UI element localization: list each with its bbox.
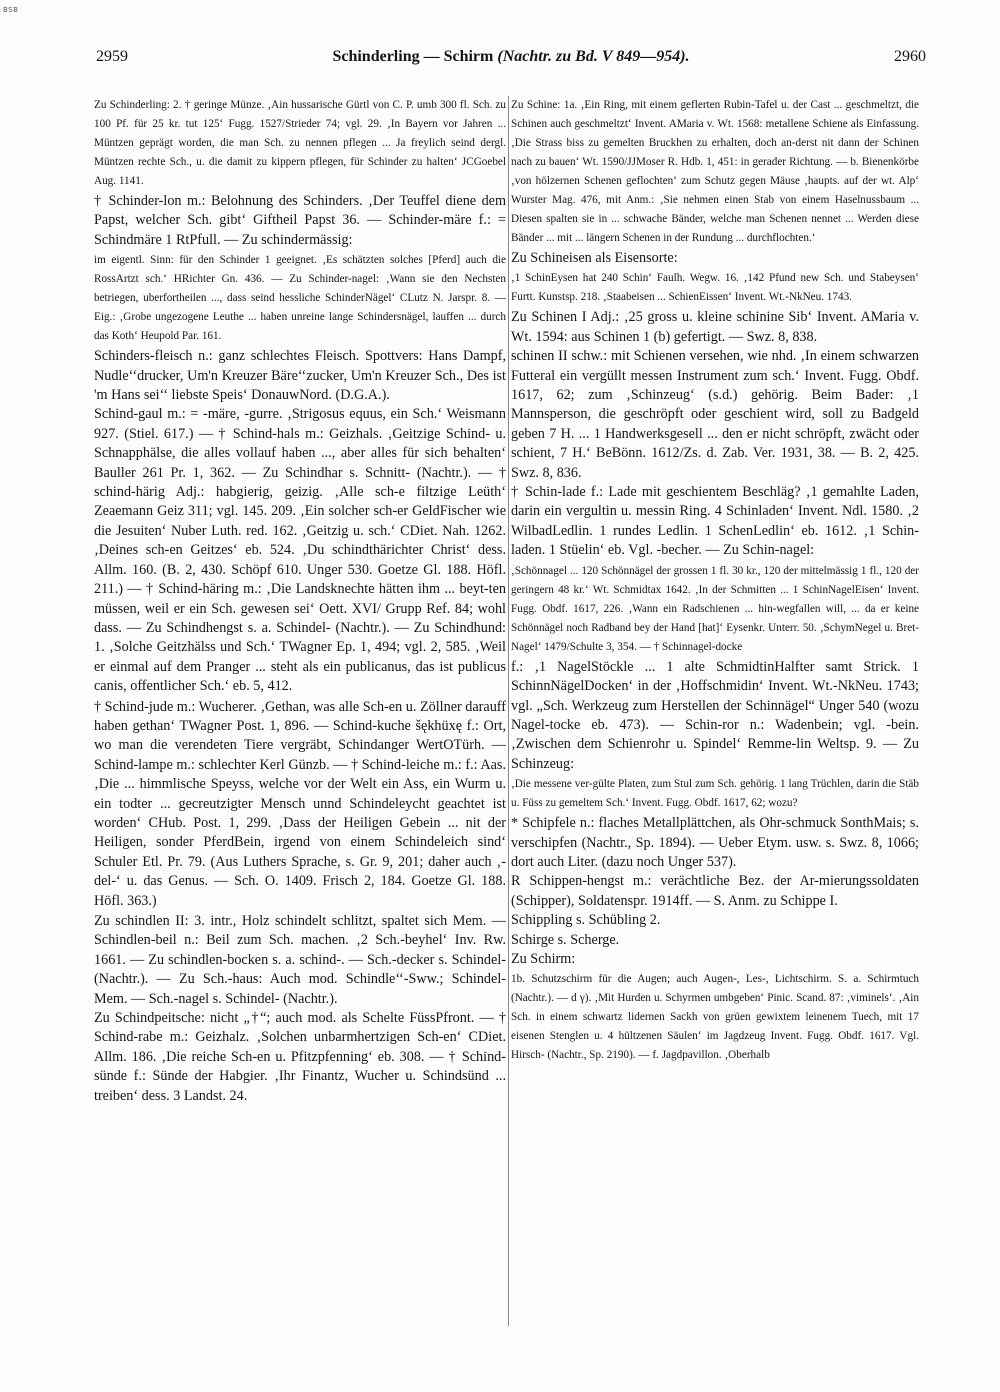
dictionary-entry — [511, 970, 919, 1065]
dictionary-entry — [94, 698, 506, 911]
page-number-right: 2960 — [894, 48, 926, 65]
entry-text: 1b. Schutzschirm für die Augen; auch Augen-, Les-, Lichtschirm. S. a. Schirmtuch (Nachtr.). — d γ). ‚Mit Hurden u. Schyrmen umbgeben‘ Pinic. Scand. 87: ‚viminels‘. ‚Ain Sch. in einem schwartz lidernen Sackh von grüen gewixtem leinenem Tuech, mit 17 eisenen Stenglen u. 4 hültzenen Säulen‘ im Jagdzeug Invent. Fugg. Obdf. 1617. Vgl. Hirsch- (Nachtr., Sp. 2190). — f. Jagdpavillon. ‚Oberhalb — [511, 973, 919, 1062]
entry-text: * Schipfele n.: flaches Metallplättchen, als Ohr-schmuck SonthMais; s. verschipfen (Nachtr., Sp. 1894). — Ueber Etym. usw. s. Swz. 8, 1066; dort auch Liter. (dazu noch Unger 537). R Schippen-hengst m.: verächtliche Bez. der Ar-mierungssoldaten (Schipper), Soldatenspr. 1914ff. — S. Anm. zu Schippe I. Schippling s. Schübling 2. Schirge s. Scherge. Zu Schirm: — [511, 815, 919, 967]
right-column — [511, 96, 919, 1326]
dictionary-entry — [511, 814, 919, 969]
entry-text: † Schinder-lon m.: Belohnung des Schinders. ‚Der Teuffel diene dem Papst, welcher Sch. gibt‘ Giftheil Papst 36. — Schinder-märe f.: = Schindmäre 1 RtPfull. — Zu schindermässig: — [94, 193, 506, 248]
dictionary-entry — [94, 912, 506, 1106]
entry-text: ‚Die messene ver-gülte Platen, zum Stul zum Sch. gehörig. 1 lang Trüchlen, darin die Stäb u. Füss zu gemeltem Sch.‘ Invent. Fugg. Obdf. 1617, 62; wozu? — [511, 778, 919, 810]
running-head-reference: (Nachtr. zu Bd. V 849—954). — [497, 48, 690, 65]
entry-text: Zu Schinen I Adj.: ‚25 gross u. kleine schinine Sib‘ Invent. AMaria v. Wt. 1594: aus Schinen 1 (b) gefertigt. — Swz. 8, 838. schinen II schw.: mit Schienen versehen, wie nhd. ‚In einem schwarzen Futteral ein vergüllt messen Instrument zum sch.‘ Invent. Fugg. Obdf. 1617, 62; zum ‚Schinzeug‘ (s.d.) gehörig. Beim Bader: ‚1 Mannsperson, die geschröpft oder geschient wird, soll zu Badgeld geben 7 H. ... 1 Handwerksgesell ... den er nicht schröpft, zwächt oder schient, 7 H.‘ BeBönn. 1612/Zs. d. Zab. Ver. 1931, 38. — B. 2, 425. Swz. 8, 836. † Schin-lade f.: Lade mit geschientem Beschläg? ‚1 gemahlte Laden, darin ein vergultin u. messin Ring. 4 Schinladen‘ Invent. Ndl. 1580. ‚2 WilbadLedlin. 1 rundes Ledlin. 1 SchenLedlin‘ eb. 1612. ‚1 Schin-laden. 1 Stüelin‘ eb. Vgl. -becher. — Zu Schin-nagel: — [511, 309, 919, 559]
entry-text: Zu Schineisen als Eisensorte: — [511, 250, 678, 266]
left-column — [94, 96, 506, 1326]
page-header — [96, 48, 926, 72]
dictionary-entry — [511, 775, 919, 813]
entry-text: Zu schindlen II: 3. intr., Holz schindelt schlitzt, spaltet sich Mem. — Schindlen-beil n.: Beil zum Sch. machen. ‚2 Sch.-beyhel‘ Inv. Rw. 1661. — Zu schindlen-bocken s. a. schind-. — Sch.-decker s. Schindel- (Nachtr.). — Zu Sch.-haus: Auch mod. Schindle‘‘-Sww.; Schindel- Mem. — Sch.-nagel s. Schindel- (Nachtr.). Zu Schindpeitsche: nicht „†“; auch mod. als Schelte FüssPfront. — † Schind-rabe m.: Geizhalz. ‚Solchen unbarmhertzigen Sch-en‘ CDiet. Allm. 186. ‚Die reiche Sch-en u. Pfitzpfenning‘ eb. 308. — † Schind-sünde f.: Sünde der Habgier. ‚Ihr Finantz, Wucher u. Schindsünd ... treiben‘ dess. 3 Landst. 24. — [94, 913, 506, 1104]
dictionary-entry — [511, 96, 919, 248]
entry-text: f.: ‚1 NagelStöckle ... 1 alte SchmidtinHalfter samt Strick. 1 SchinnNägelDocken‘ in der ‚Hoffschmidin‘ Invent. Wt.-NkNeu. 1743; vgl. „Sch. Werkzeug zum Herstellen der Schinnägel“ Unger 540 (wozu Nagel-tocke eb. 473). — Schin-ror n.: Wadenbein; vgl. -bein. ‚Zwischen dem Schienrohr u. Spindel‘ Remme-lin Weltsp. 9. — Zu Schinzeug: — [511, 658, 919, 772]
running-head — [96, 48, 926, 66]
dictionary-entry — [94, 96, 506, 191]
dictionary-entry — [511, 658, 919, 774]
entry-text: Schinders-fleisch n.: ganz schlechtes Fleisch. Spottvers: Hans Dampf, Nudle‘‘drucker, Um'n Kreuzer Bäre‘‘zucker, Um'n Kreuzer Sch., Des ist 'm Hans sei‘‘ liebste Speis‘ DonauwNord. (D.G.A.). Schind-gaul m.: = -märe, -gurre. ‚Strigosus equus, ein Sch.‘ Weismann 927. (Stiel. 617.) — † Schind-hals m.: Geizhals. ‚Geitzige Schind- u. Schnapphälse, die alles vollauf haben ..., aber alles für sich behalten‘ Bauller 261 Pr. 1, 362. — Zu Schindhar s. Schnitt- (Nachtr.). — † schind-härig Adj.: habgierig, geizig. ‚Alle sch-e filtzige Leüth‘ Zeaemann Geiz 311; vgl. 145. 209. ‚Ein solcher sch-er GeldFischer wie die Jesuiten‘ Nuber Luth. red. 162. ‚Geitzig u. sch.‘ CDiet. Nah. 1262. ‚Deines sch-en Geitzes‘ eb. 524. ‚Du schindthärichter Christ‘ dess. Allm. 160. (B. 2, 430. Schöpf 610. Unger 530. Goetze Gl. 188. Höfl. 211.) — † Schind-häring m.: ‚Die Landsknechte hätten ihm ... beyt-ten müssen, weil er ein Sch. gewesen sei‘ Oett. XVI/ Grupp Ref. 84; wohl dass. — Zu Schindhengst s. a. Schindel- (Nachtr.). — Zu Schindhund: 1. ‚Solche Geitzhälss und Sch.‘ TWagner Ep. 1, 494; vgl. 2, 585. ‚Weil er einmal auf dem Pranger ... steht als ein publicanus, das ist publicus canis, offentlicher Sch.‘ eb. 5, 412. — [94, 348, 506, 695]
dictionary-entry — [511, 269, 919, 307]
column-rule — [508, 96, 509, 1326]
dictionary-entry — [511, 562, 919, 657]
entry-text: im eigentl. Sinn: für den Schinder 1 geeignet. ‚Es schätzten solches [Pferd] auch die RossArtzt sch.‘ HRichter Gn. 436. — Zu Schinder-nagel: ‚Wann sie den Nechsten betriegen, uberfortheilen ..., dass seind hessliche SchinderNägel‘ CLutz N. Jarspr. 8. — Eig.: ‚Grobe ungezogene Leuthe ... haben unreine lange Schindersnägel, lauffen ... durch das Koth‘ Heupold Par. 161. — [94, 254, 506, 343]
dictionary-entry — [94, 192, 506, 250]
entry-text: Zu Schinderling: 2. † geringe Münze. ‚Ain hussarische Gürtl von C. P. umb 300 fl. Sch. zu 100 Pf. für 25 kr. tut 125‘ Fugg. 1527/Strieder 74; vgl. 29. ‚In Bayern vor Jahren ... Müntzen geprägt worden, die man Sch. zu nennen pflegen ... Ja freylich seind dergl. Müntzen rechte Sch., u. die damit zu kippern pflegen, für Schinder zu halten‘ JCGoebel Aug. 1141. — [94, 99, 506, 187]
dictionary-entry — [511, 308, 919, 560]
entry-text: † Schind-jude m.: Wucherer. ‚Gethan, was alle Sch-en u. Zöllner darauff haben gethan‘ TWagner Post. 1, 896. — Schind-kuche šękhüxę f.: Ort, wo man die verendeten Tiere vergräbt, Schindanger WertOTürh. — Schind-lampe m.: schlechter Kerl Günzb. — † Schind-leiche m.: f.: Aas. ‚Die ... himmlische Speyss, welche vor der Welt ein Ass, ein Wurm u. ein todter ... gecreutzigter Mensch unnd Schindeleycht geachtet ist worden‘ CHub. Post. 1, 299. ‚Dass der Heiligen Gebein ... nit der Heiligen, sonder PferdBein, irgend von einem Schindeleich sind‘ Schuler Etl. Pr. 79. (Aus Luthers Sprache, s. Gr. 9, 201; daher auch ‚-del-‘ u. das Genus. — Sch. O. 1409. Frisch 2, 184. Goetze Gl. 188. Höfl. 363.) — [94, 698, 506, 909]
library-stamp: BSB — [3, 6, 19, 14]
dictionary-entry — [94, 251, 506, 346]
running-head-title: Schinderling — Schirm — [332, 48, 494, 65]
entry-text: ‚Schönnagel ... 120 Schönnägel der grossen 1 fl. 30 kr., 120 der mittelmässig 1 fl., 120 der geringern 48 kr.‘ Wt. Schmidtax 1642. ‚In der Schmitten ... 1 SchinNagelEisen‘ Invent. Fugg. Obdf. 1617, 226. ‚Wann ein Radschienen ... hin-wegfallen will, ... da er keine Schönnägel noch Radband bey der Hand [hat]‘ Eysenkr. Unterr. 50. ‚SchymNegel u. Bret-Nagel‘ 1479/Schulte 3, 354. — † Schinnagel-docke — [511, 564, 919, 653]
entry-text: Zu Schine: 1a. ‚Ein Ring, mit einem geflerten Rubin-Tafel u. der Cast ... geschmeltzt, die Schinen auch geschmeltzt‘ Invent. AMaria v. Wt. 1568: metallene Schiene als Einfassung. ‚Die Strass biss zu gemelten Bruckhen zu erhalten, doch an-derst nit dann der Schinen nach zu bauen‘ Wt. 1590/JJMoser R. Hdb. 1, 451: in gerader Richtung. — b. Bienenkörbe ‚von hölzernen Schenen geflochten‘ zum Schutz gegen Mäuse ‚haupts. auf der wt. Alp‘ Wurster Mag. 476, mit Anm.: ‚Sie nehmen einen Stab von einem Haselnussbaum ... Diesen spalten sie in ... schwache Bänder, welche man Schenen nennet ... Werden diese Bänder ... mit ... längern Schenen in der Rundung ... durchflochten.‘ — [511, 99, 919, 244]
dictionary-entry — [94, 347, 506, 696]
page-number-left: 2959 — [96, 48, 128, 65]
entry-text: ‚1 SchinEysen hat 240 Schin‘ Faulh. Wegw. 16. ‚142 Pfund new Sch. und Stabeysen‘ Furtt. Kunstsp. 218. ‚Staabeisen ... SchienEissen‘ Invent. Wt.-NkNeu. 1743. — [511, 272, 919, 304]
dictionary-entry — [511, 249, 919, 268]
